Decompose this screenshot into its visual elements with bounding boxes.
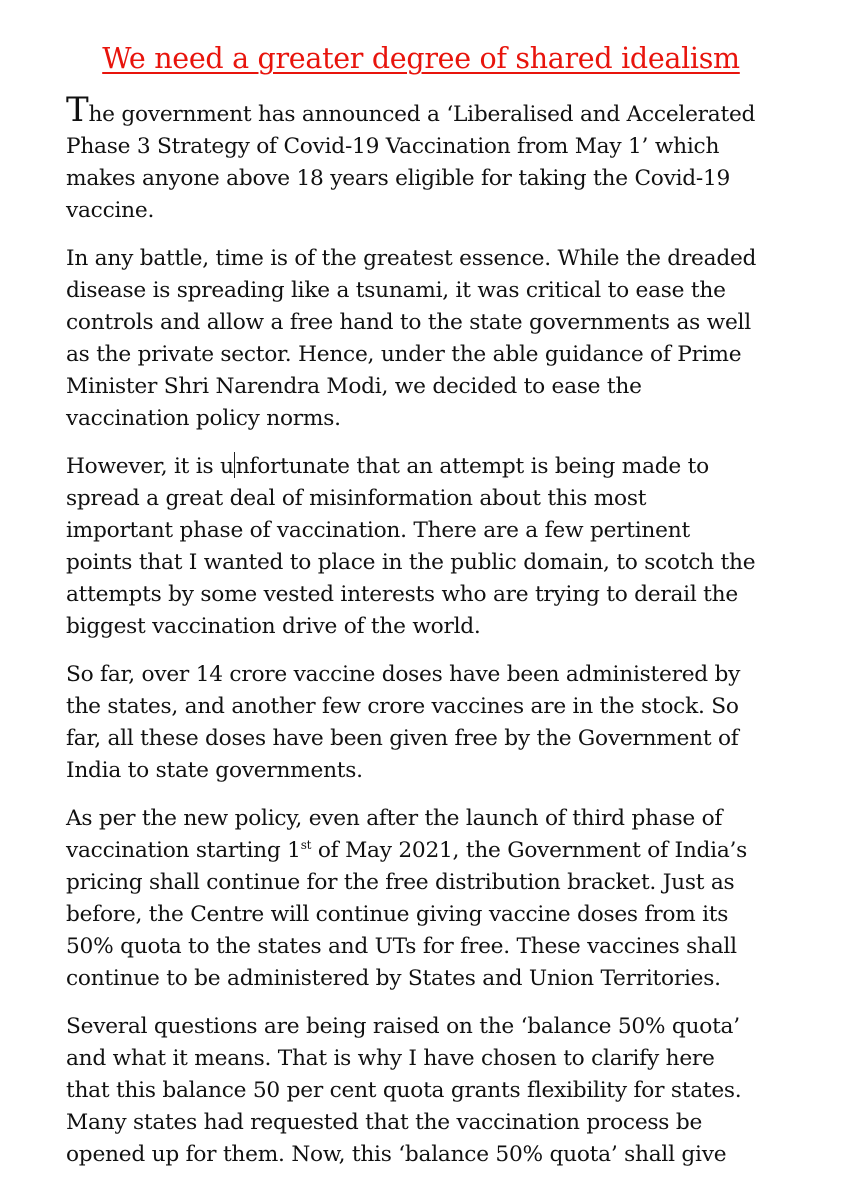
paragraph-line: opened up for them. Now, this ‘balance 50% quota’ shall give	[66, 1142, 727, 1167]
paragraph-2	[66, 243, 776, 435]
paragraph-line: and what it means. That is why I have chosen to clarify here	[66, 1046, 715, 1071]
paragraph-line: controls and allow a free hand to the state governments as well	[66, 310, 751, 335]
paragraph-line: So far, over 14 crore vaccine doses have been administered by	[66, 662, 741, 687]
paragraph-line: far, all these doses have been given free by the Government of	[66, 726, 739, 751]
drop-cap: T	[66, 90, 89, 130]
paragraph-line: as the private sector. Hence, under the able guidance of Prime	[66, 342, 742, 367]
paragraph-line: Minister Shri Narendra Modi, we decided to ease the	[66, 374, 642, 399]
paragraph-4	[66, 659, 776, 787]
paragraph-line: vaccination starting 1st of May 2021, the Government of India’s	[66, 837, 748, 863]
paragraph-line: the states, and another few crore vaccines are in the stock. So	[66, 694, 739, 719]
paragraph-3	[66, 451, 776, 643]
paragraph-line: before, the Centre will continue giving vaccine doses from its	[66, 902, 729, 927]
paragraph-line: makes anyone above 18 years eligible for taking the Covid-19	[66, 166, 731, 191]
paragraph-line: disease is spreading like a tsunami, it was critical to ease the	[66, 278, 726, 303]
document-title: We need a greater degree of shared idealism	[102, 42, 740, 75]
paragraph-line: vaccination policy norms.	[66, 406, 341, 431]
paragraph-line: vaccine.	[66, 198, 155, 223]
paragraph-line: India to state governments.	[66, 758, 363, 783]
paragraph-line: Many states had requested that the vaccination process be	[66, 1110, 703, 1135]
paragraph-line: continue to be administered by States and Union Territories.	[66, 966, 721, 991]
document-page	[66, 36, 776, 1187]
paragraph-line: spread a great deal of misinformation about this most	[66, 486, 647, 511]
paragraph-line: attempts by some vested interests who are trying to derail the	[66, 582, 738, 607]
paragraph-line: In any battle, time is of the greatest essence. While the dreaded	[66, 246, 757, 271]
paragraph-line: Phase 3 Strategy of Covid-19 Vaccination from May 1’ which	[66, 134, 720, 159]
paragraph-1	[66, 90, 776, 227]
paragraph-line: As per the new policy, even after the launch of third phase of	[66, 806, 723, 831]
paragraph-line: points that I wanted to place in the public domain, to scotch the	[66, 550, 756, 575]
paragraph-line: biggest vaccination drive of the world.	[66, 614, 481, 639]
paragraph-line: pricing shall continue for the free distribution bracket. Just as	[66, 870, 735, 895]
ordinal-suffix: st	[300, 837, 312, 852]
paragraph-line: However, it is unfortunate that an attempt is being made to	[66, 454, 709, 479]
paragraph-5	[66, 803, 776, 995]
paragraph-line: Several questions are being raised on the ‘balance 50% quota’	[66, 1014, 740, 1039]
paragraph-line: The government has announced a ‘Liberalised and Accelerated	[66, 90, 756, 130]
paragraph-6	[66, 1011, 776, 1171]
paragraph-line: that this balance 50 per cent quota grants flexibility for states.	[66, 1078, 742, 1103]
paragraph-line: important phase of vaccination. There are a few pertinent	[66, 518, 690, 543]
paragraph-line: 50% quota to the states and UTs for free. These vaccines shall	[66, 934, 737, 959]
